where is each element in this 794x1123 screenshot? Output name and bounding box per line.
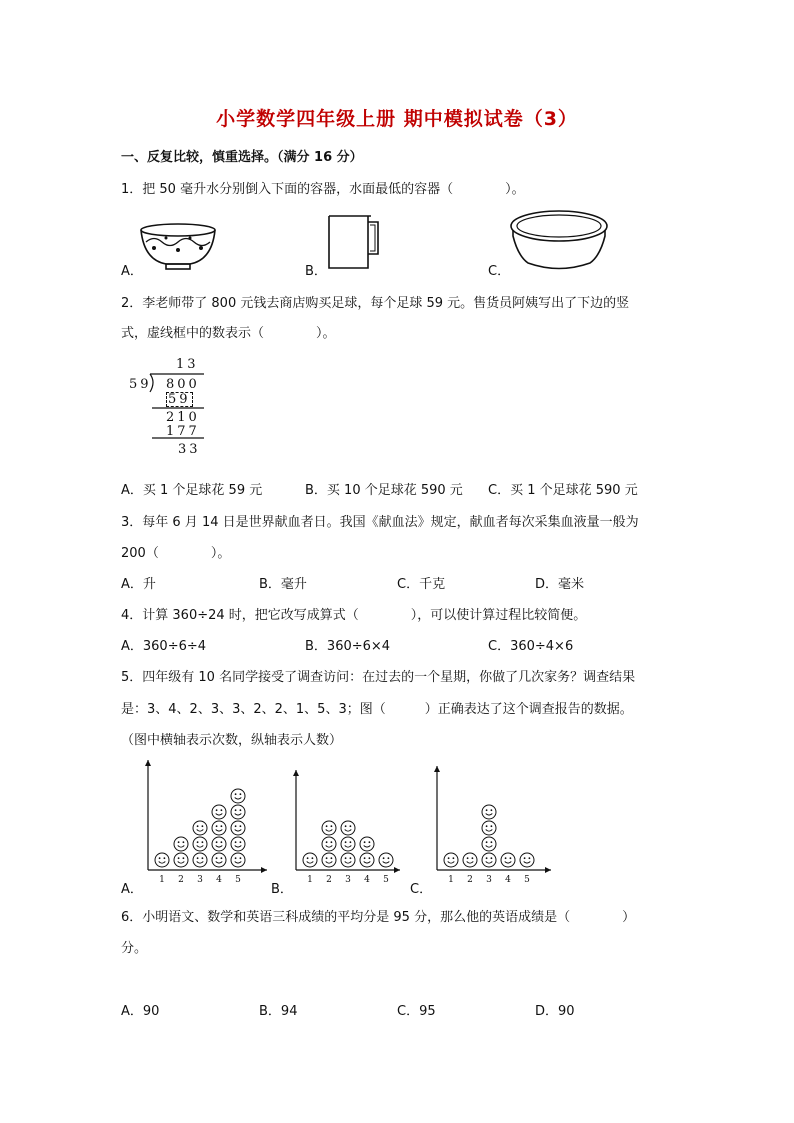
q3-option-c[interactable]: C．千克 bbox=[397, 577, 446, 592]
tick-label: 4 bbox=[364, 875, 370, 885]
q3-option-d[interactable]: D．毫米 bbox=[535, 577, 585, 592]
tick-label: 5 bbox=[524, 875, 530, 885]
question-5-line1: 5．四年级有 10 名同学接受了调查访问：在过去的一个星期，你做了几次家务？调查结果 bbox=[121, 670, 636, 685]
q2-option-c[interactable]: C．买 1 个足球花 590 元 bbox=[488, 483, 638, 498]
smiley-face-icon bbox=[341, 853, 355, 867]
smiley-face-icon bbox=[174, 853, 188, 867]
tick-label: 3 bbox=[345, 875, 351, 885]
division-divisor: 59 bbox=[129, 377, 152, 392]
question-3-line1: 3．每年 6 月 14 日是世界献血者日。我国《献血法》规定，献血者每次采集血液量一般为 bbox=[121, 515, 639, 530]
division-quotient: 13 bbox=[176, 357, 199, 372]
pictograph-chart-c bbox=[425, 764, 555, 888]
tick-label: 5 bbox=[235, 875, 241, 885]
smiley-face-icon bbox=[231, 837, 245, 851]
tick-label: 2 bbox=[467, 875, 473, 885]
smiley-face-icon bbox=[463, 853, 477, 867]
smiley-face-icon bbox=[360, 837, 374, 851]
smiley-face-icon bbox=[174, 837, 188, 851]
smiley-face-icon bbox=[322, 853, 336, 867]
q5-option-b[interactable]: B． bbox=[271, 882, 293, 897]
smiley-face-icon bbox=[193, 821, 207, 835]
section-heading: 一、反复比较，慎重选择。（满分 16 分） bbox=[121, 150, 363, 165]
smiley-face-icon bbox=[482, 837, 496, 851]
bowl-icon bbox=[138, 222, 218, 272]
q1-option-c[interactable]: C． bbox=[488, 264, 511, 279]
x-axis-arrow bbox=[545, 867, 551, 873]
q3-option-b[interactable]: B．毫升 bbox=[259, 577, 307, 592]
q2-option-a[interactable]: A．买 1 个足球花 59 元 bbox=[121, 483, 263, 498]
question-3-line2: 200（ ）。 bbox=[121, 546, 231, 561]
division-dividend: 800 bbox=[166, 377, 200, 392]
question-1-text: 1．把 50 毫升水分别倒入下面的容器，水面最低的容器（ ）。 bbox=[121, 182, 525, 197]
y-axis-arrow bbox=[293, 770, 299, 776]
x-axis-arrow bbox=[261, 867, 267, 873]
measuring-cup-icon bbox=[326, 214, 386, 272]
smiley-face-icon bbox=[379, 853, 393, 867]
smiley-face-icon bbox=[212, 805, 226, 819]
division-boxed-number: 59 bbox=[168, 392, 191, 407]
q3-option-a[interactable]: A．升 bbox=[121, 577, 156, 592]
q6-option-a[interactable]: A．90 bbox=[121, 1004, 160, 1019]
question-2-line1: 2．李老师带了 800 元钱去商店购买足球，每个足球 59 元。售货员阿姨写出了下边的竖 bbox=[121, 296, 630, 311]
tick-label: 2 bbox=[326, 875, 332, 885]
q6-option-b[interactable]: B．94 bbox=[259, 1004, 298, 1019]
smiley-face-icon bbox=[212, 821, 226, 835]
smiley-face-icon bbox=[193, 853, 207, 867]
q1-option-b[interactable]: B． bbox=[305, 264, 327, 279]
question-5-line3: （图中横轴表示次数，纵轴表示人数） bbox=[121, 733, 343, 748]
tick-label: 1 bbox=[307, 875, 313, 885]
q6-option-c[interactable]: C．95 bbox=[397, 1004, 436, 1019]
division-lines bbox=[140, 370, 210, 445]
smiley-face-icon bbox=[303, 853, 317, 867]
q4-option-b[interactable]: B．360÷6×4 bbox=[305, 639, 391, 654]
q2-option-b[interactable]: B．买 10 个足球花 590 元 bbox=[305, 483, 463, 498]
smiley-face-icon bbox=[231, 821, 245, 835]
q5-option-a[interactable]: A． bbox=[121, 882, 143, 897]
smiley-face-icon bbox=[444, 853, 458, 867]
smiley-face-icon bbox=[322, 837, 336, 851]
tick-label: 1 bbox=[448, 875, 454, 885]
smiley-face-icon bbox=[341, 821, 355, 835]
tick-label: 2 bbox=[178, 875, 184, 885]
smiley-face-icon bbox=[482, 805, 496, 819]
tick-label: 1 bbox=[159, 875, 165, 885]
smiley-face-icon bbox=[482, 853, 496, 867]
smiley-face-icon bbox=[501, 853, 515, 867]
question-4-text: 4．计算 360÷24 时，把它改写成算式（ ），可以使计算过程比较简便。 bbox=[121, 608, 587, 623]
division-final-remainder: 33 bbox=[178, 442, 201, 457]
q1-option-a[interactable]: A． bbox=[121, 264, 143, 279]
q4-option-a[interactable]: A．360÷6÷4 bbox=[121, 639, 207, 654]
tick-label: 3 bbox=[486, 875, 492, 885]
tick-label: 3 bbox=[197, 875, 203, 885]
y-axis-arrow bbox=[434, 766, 440, 772]
smiley-face-icon bbox=[231, 853, 245, 867]
tick-label: 4 bbox=[216, 875, 222, 885]
smiley-face-icon bbox=[322, 821, 336, 835]
smiley-face-icon bbox=[520, 853, 534, 867]
x-axis-arrow bbox=[394, 867, 400, 873]
smiley-face-icon bbox=[482, 821, 496, 835]
page-title: 小学数学四年级上册 期中模拟试卷（3） bbox=[216, 108, 578, 130]
y-axis-arrow bbox=[145, 760, 151, 766]
tick-label: 4 bbox=[505, 875, 511, 885]
smiley-face-icon bbox=[231, 805, 245, 819]
smiley-face-icon bbox=[155, 853, 169, 867]
pictograph-chart-a bbox=[136, 758, 271, 888]
q6-option-d[interactable]: D．90 bbox=[535, 1004, 575, 1019]
tick-label: 5 bbox=[383, 875, 389, 885]
q5-option-c[interactable]: C． bbox=[410, 882, 433, 897]
question-2-line2: 式，虚线框中的数表示（ ）。 bbox=[121, 326, 336, 341]
smiley-face-icon bbox=[212, 837, 226, 851]
pictograph-chart-b bbox=[284, 768, 404, 888]
smiley-face-icon bbox=[360, 853, 374, 867]
smiley-face-icon bbox=[212, 853, 226, 867]
question-5-line2: 是：3、4、2、3、3、2、2、1、5、3；图（ ）正确表达了这个调查报告的数据。 bbox=[121, 702, 633, 717]
question-6-line1: 6．小明语文、数学和英语三科成绩的平均分是 95 分，那么他的英语成绩是（ ） bbox=[121, 910, 636, 925]
smiley-face-icon bbox=[341, 837, 355, 851]
division-remainder-1: 210 bbox=[166, 410, 200, 425]
question-6-line2: 分。 bbox=[121, 941, 148, 956]
smiley-face-icon bbox=[193, 837, 207, 851]
basin-icon bbox=[508, 208, 610, 274]
smiley-face-icon bbox=[231, 789, 245, 803]
division-product-2: 177 bbox=[166, 424, 200, 439]
q4-option-c[interactable]: C．360÷4×6 bbox=[488, 639, 574, 654]
